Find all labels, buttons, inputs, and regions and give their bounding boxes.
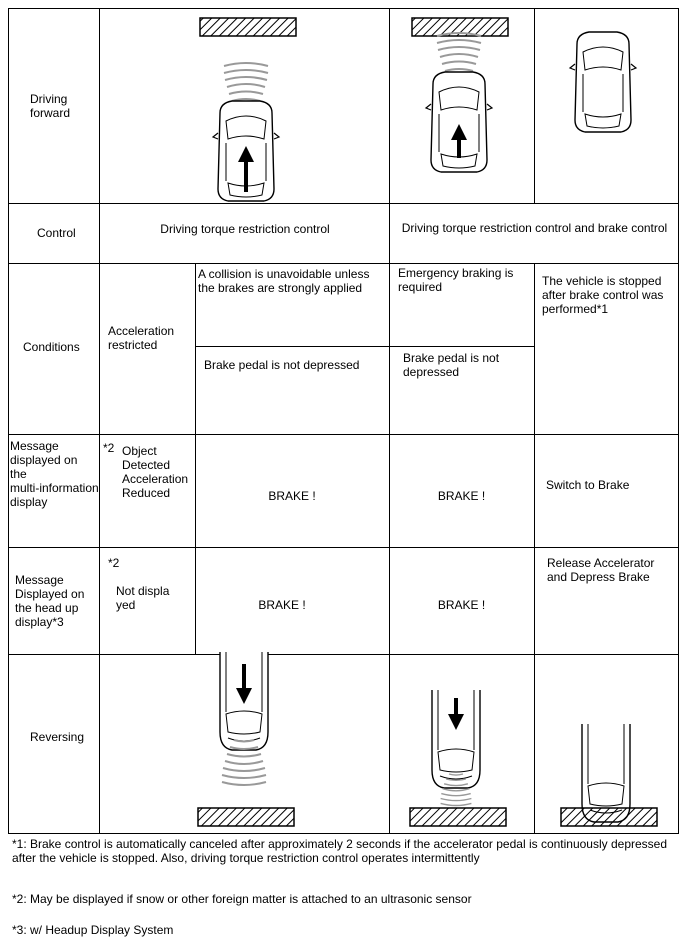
row-label-hud-message: Message Displayed on the head up display*3 (15, 573, 85, 629)
wall-icon (198, 808, 294, 826)
control-restriction-and-brake: Driving torque restriction control and brake control (401, 221, 668, 235)
hud-not-displayed: Not displa yed (116, 584, 170, 612)
mid-object-detected: Object Detected Acceleration Reduced (122, 444, 189, 500)
condition-vehicle-stopped: The vehicle is stopped after brake control was performed*1 (542, 274, 664, 316)
condition-emergency-braking: Emergency braking is required (398, 266, 514, 294)
hud-brake-2: BRAKE ! (437, 598, 486, 612)
condition-brake-not-depressed-1: Brake pedal is not depressed (204, 358, 360, 372)
hud-release-accelerator: Release Accelerator and Depress Brake (547, 556, 655, 584)
mid-brake-2: BRAKE ! (437, 489, 486, 503)
hud-note-mark: *2 (108, 556, 120, 570)
sonar-wave-icon (437, 33, 481, 78)
row-label-conditions: Conditions (23, 340, 80, 354)
row-label-control: Control (37, 226, 76, 240)
mid-switch-to-brake: Switch to Brake (546, 478, 630, 492)
row-label-reversing: Reversing (30, 730, 85, 744)
hud-brake-1: BRAKE ! (258, 598, 306, 612)
condition-acceleration-restricted: Acceleration restricted (108, 324, 175, 352)
condition-collision-unavoidable: A collision is unavoidable unless the brakes are strongly applied (198, 267, 370, 295)
wall-icon (561, 808, 657, 826)
mid-brake-1: BRAKE ! (268, 489, 316, 503)
row-label-driving-forward: Driving forward (30, 92, 71, 120)
row-label-mid-message: Message displayed on the multi-information display (10, 439, 99, 509)
wall-icon (410, 808, 506, 826)
footnote-1: *1: Brake control is automatically canceled after approximately 2 seconds if the accelerator pedal is continuously depressed after the vehicle is stopped. Also, driving torque restriction control operates intermittently (12, 837, 668, 865)
footnote-3: *3: w/ Headup Display System (12, 923, 174, 937)
wall-icon (200, 18, 296, 36)
car-forward-icon (570, 32, 636, 132)
footnote-2: *2: May be displayed if snow or other foreign matter is attached to an ultrasonic sensor (12, 892, 472, 906)
control-restriction: Driving torque restriction control (160, 222, 330, 236)
condition-brake-not-depressed-2: Brake pedal is not depressed (403, 351, 500, 379)
mid-note-mark: *2 (103, 441, 115, 455)
